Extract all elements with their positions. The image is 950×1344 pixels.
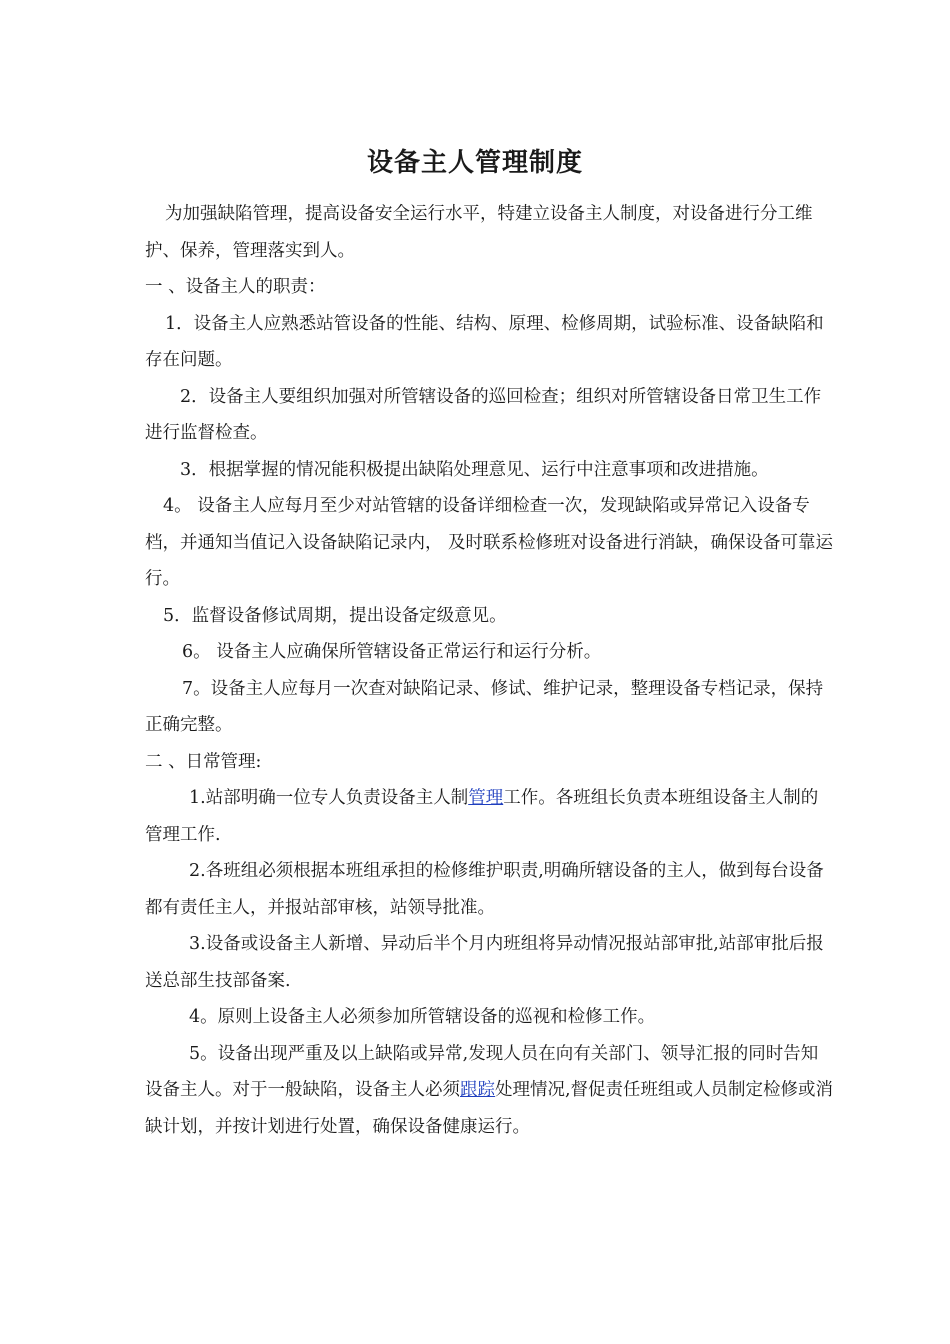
- daily-item-1: [145, 780, 835, 853]
- section-heading-duties: 一 、设备主人的职责：: [145, 277, 326, 297]
- document-body: [145, 196, 835, 1145]
- intro-paragraph: 为加强缺陷管理，提高设备安全运行水平，特建立设备主人制度，对设备进行分工维护、保养，管理落实到人。: [145, 204, 813, 261]
- daily-item-5-text-b: 处理情况,督促责任班组或人员制定检修或消缺计划，并按计划进行处置，确保设备健康运行。: [145, 1080, 834, 1137]
- daily-item-1-text-b: 工作。各班组长负责本班组设备主人制的管理工作.: [145, 788, 819, 845]
- duty-item-7: 7。设备主人应每月一次查对缺陷记录、修试、维护记录，整理设备专档记录，保持正确完整。: [145, 678, 824, 735]
- duty-item-2: 2．设备主人要组织加强对所管辖设备的巡回检查；组织对所管辖设备日常卫生工作进行监督检查。: [145, 386, 822, 443]
- duty-item-4: 4。 设备主人应每月至少对站管辖的设备详细检查一次，发现缺陷或异常记入设备专档，并通知当值记入设备缺陷记录内， 及时联系检修班对设备进行消缺，确保设备可靠运行。: [145, 496, 834, 589]
- section-heading-daily: 二 、日常管理:: [145, 751, 262, 772]
- duty-item-1: 1．设备主人应熟悉站管设备的性能、结构、原理、检修周期，试验标准、设备缺陷和存在问题。: [145, 313, 824, 370]
- daily-item-4: 4。原则上设备主人必须参加所管辖设备的巡视和检修工作。: [189, 1007, 656, 1027]
- tracking-link[interactable]: 跟踪: [460, 1080, 495, 1100]
- document-title: 设备主人管理制度: [366, 148, 583, 178]
- daily-item-5-text-a: 5。设备出现严重及以上缺陷或异常,发现人员在向有关部门、领导汇报的同时告知设备主人。对于一般缺陷，设备主人必须: [145, 1043, 819, 1100]
- duty-item-3: 3．根据掌握的情况能积极提出缺陷处理意见、运行中注意事项和改进措施。: [180, 459, 769, 480]
- daily-item-2: 2.各班组必须根据本班组承担的检修维护职责,明确所辖设备的主人，做到每台设备都有责任主人，并报站部审核，站领导批准。: [145, 861, 824, 918]
- duty-item-6: 6。 设备主人应确保所管辖设备正常运行和运行分析。: [182, 642, 602, 662]
- daily-item-3: 3.设备或设备主人新增、异动后半个月内班组将异动情况报站部审批,站部审批后报送总部生技部备案.: [145, 934, 824, 991]
- duty-item-5: 5．监督设备修试周期，提出设备定级意见。: [163, 605, 507, 626]
- management-link[interactable]: 管理: [468, 788, 504, 808]
- daily-item-1-text-a: 1.站部明确一位专人负责设备主人制: [189, 788, 469, 808]
- daily-item-5: [145, 1036, 835, 1146]
